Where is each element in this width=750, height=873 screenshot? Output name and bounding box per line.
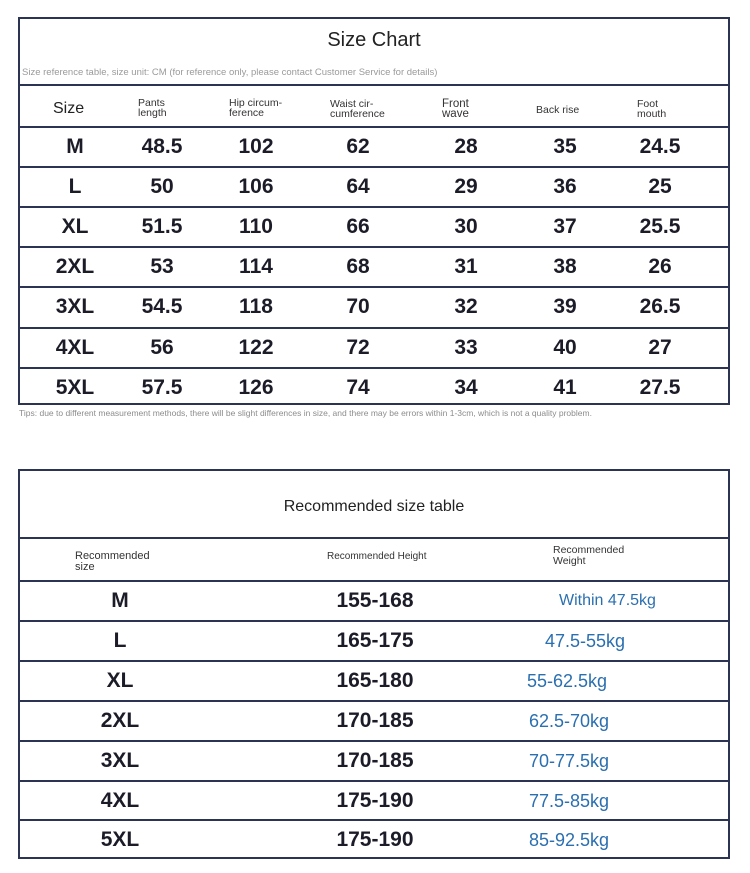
cell-front-wave: 31: [454, 255, 478, 279]
cell-pants-length: 54.5: [141, 295, 183, 319]
cell-pants-length: 50: [150, 175, 174, 199]
cell-size: 2XL: [100, 708, 140, 732]
cell-foot-mouth: 25: [648, 175, 672, 199]
header-back-rise: Back rise: [536, 104, 580, 116]
cell-weight: 77.5-85kg: [529, 790, 610, 811]
cell-back-rise: 41: [553, 375, 577, 399]
cell-pants-length: 53: [150, 255, 174, 279]
cell-size: XL: [106, 668, 134, 692]
cell-height: 170-185: [336, 708, 414, 732]
cell-height: 155-168: [336, 589, 414, 612]
size-chart-note: Size reference table, size unit: CM (for reference only, please contact Customer Service for details): [22, 67, 438, 78]
header-front-wave: Front wave: [442, 98, 469, 120]
cell-waist: 64: [346, 175, 370, 199]
cell-foot-mouth: 25.5: [639, 215, 681, 239]
cell-foot-mouth: 24.5: [639, 135, 681, 158]
header-pants-length: Pants length: [138, 97, 167, 119]
cell-back-rise: 38: [553, 255, 577, 279]
header-size: Size: [53, 100, 85, 117]
cell-waist: 74: [346, 375, 370, 399]
cell-waist: 68: [346, 255, 370, 279]
tips-text: Tips: due to different measurement methods, there will be slight differences in size, and there may be errors within 1-3cm, which is not a quality problem.: [19, 408, 592, 418]
cell-size: M: [111, 589, 129, 612]
cell-hip: 102: [238, 135, 274, 158]
cell-size: XL: [61, 215, 89, 239]
size-row: [20, 369, 728, 407]
cell-foot-mouth: 27.5: [639, 375, 681, 399]
size-row: [20, 208, 728, 246]
cell-waist: 66: [346, 215, 370, 239]
recommended-row: [20, 742, 728, 780]
cell-foot-mouth: 27: [648, 335, 672, 359]
cell-hip: 114: [239, 255, 273, 279]
cell-size: 3XL: [55, 295, 95, 319]
cell-waist: 62: [346, 135, 370, 158]
cell-height: 165-180: [336, 668, 414, 692]
cell-size: 4XL: [55, 335, 95, 359]
cell-front-wave: 29: [454, 175, 478, 199]
cell-waist: 72: [346, 335, 370, 359]
cell-foot-mouth: 26: [648, 255, 672, 279]
recommended-row: [20, 702, 728, 740]
cell-size: 3XL: [100, 748, 140, 772]
size-row: [20, 288, 728, 326]
cell-weight: 55-62.5kg: [527, 670, 608, 691]
recommended-row: [20, 782, 728, 820]
recommended-size-table: [18, 469, 730, 859]
size-row: [20, 329, 728, 367]
recommended-row: [20, 582, 728, 620]
cell-height: 170-185: [336, 748, 414, 772]
cell-hip: 110: [239, 215, 273, 239]
cell-front-wave: 33: [454, 335, 478, 359]
recommended-row: [20, 622, 728, 660]
cell-back-rise: 37: [553, 215, 577, 239]
header-recommended-size: Recommended size: [75, 550, 150, 573]
cell-front-wave: 28: [454, 135, 478, 158]
header-recommended-weight: Recommended Weight: [553, 544, 625, 567]
cell-back-rise: 39: [553, 295, 577, 319]
cell-front-wave: 30: [454, 215, 478, 239]
divider: [20, 84, 728, 86]
header-hip-circumference: Hip circum- ference: [229, 97, 283, 119]
cell-size: L: [113, 628, 127, 652]
size-chart-table: [18, 17, 730, 405]
cell-height: 175-190: [336, 828, 414, 852]
cell-size: M: [66, 135, 84, 158]
cell-hip: 118: [239, 295, 273, 319]
size-row: [20, 168, 728, 206]
cell-size: 5XL: [55, 375, 95, 399]
cell-back-rise: 36: [553, 175, 577, 199]
cell-pants-length: 51.5: [141, 215, 183, 239]
cell-waist: 70: [346, 295, 370, 319]
cell-weight: 47.5-55kg: [545, 630, 626, 651]
cell-pants-length: 48.5: [141, 135, 183, 158]
cell-hip: 106: [238, 175, 274, 199]
cell-weight: 70-77.5kg: [529, 750, 610, 771]
cell-pants-length: 56: [150, 335, 174, 359]
cell-hip: 126: [238, 375, 274, 399]
recommended-row: [20, 662, 728, 700]
cell-size: 5XL: [100, 828, 140, 852]
cell-hip: 122: [238, 335, 274, 359]
size-chart-title: Size Chart: [327, 29, 421, 51]
cell-size: 2XL: [55, 255, 95, 279]
recommended-row: [20, 821, 728, 859]
recommended-title: Recommended size table: [283, 498, 465, 515]
cell-weight: 85-92.5kg: [529, 830, 610, 851]
cell-back-rise: 40: [553, 335, 577, 359]
cell-height: 175-190: [336, 788, 414, 812]
cell-front-wave: 34: [454, 375, 478, 399]
cell-back-rise: 35: [553, 135, 577, 158]
divider: [20, 537, 728, 539]
cell-weight: 62.5-70kg: [529, 710, 610, 731]
cell-foot-mouth: 26.5: [639, 295, 681, 319]
header-recommended-height: Recommended Height: [327, 551, 427, 562]
cell-height: 165-175: [336, 628, 414, 652]
cell-weight: Within 47.5kg: [559, 592, 656, 609]
cell-size: L: [68, 175, 82, 199]
cell-size: 4XL: [100, 788, 140, 812]
size-row: [20, 128, 728, 166]
header-foot-mouth: Foot mouth: [637, 98, 667, 120]
header-waist-circumference: Waist cir- cumference: [330, 98, 385, 120]
cell-pants-length: 57.5: [141, 375, 183, 399]
cell-front-wave: 32: [454, 295, 478, 319]
size-row: [20, 248, 728, 286]
